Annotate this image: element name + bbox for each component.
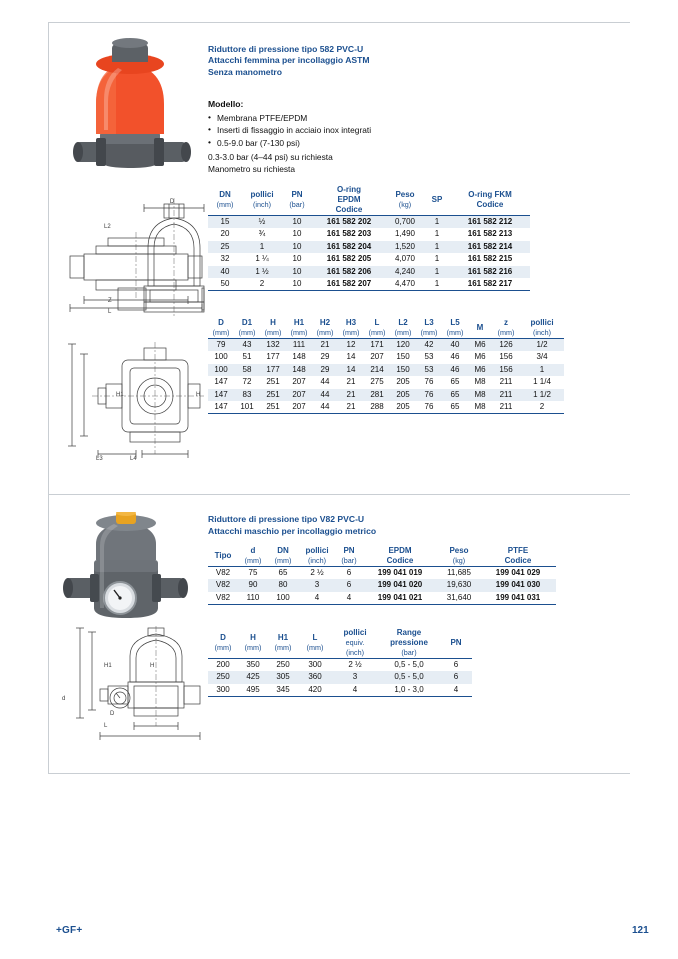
cell-h2: 29 bbox=[312, 364, 338, 376]
cell-pn: 6 bbox=[440, 671, 472, 683]
cell-pn: 10 bbox=[282, 216, 312, 229]
col-l3: L3 (mm) bbox=[420, 318, 438, 337]
col-peso: Peso (kg) bbox=[395, 190, 415, 209]
cell-d1: 58 bbox=[234, 364, 260, 376]
col-range-pressione: Range pressione (bar) bbox=[390, 628, 428, 657]
col-pn: PN (bar) bbox=[341, 546, 357, 565]
cell-d: 147 bbox=[214, 377, 228, 387]
cell-l3: 76 bbox=[416, 389, 442, 401]
title-line-1: Riduttore di pressione tipo V82 PVC-U bbox=[208, 514, 365, 524]
table-head bbox=[208, 546, 556, 567]
cell-peso: 4,240 bbox=[386, 266, 424, 278]
cell-range: 0,5 - 5,0 bbox=[378, 671, 440, 683]
cell-pollici-equiv: 4 bbox=[352, 684, 358, 694]
cell-l: 420 bbox=[308, 684, 322, 694]
cell-l2: 205 bbox=[396, 377, 410, 387]
cell-l5: 65 bbox=[450, 402, 460, 412]
cell-pn: 10 bbox=[282, 266, 312, 278]
col-d: d (mm) bbox=[244, 546, 262, 565]
cell-d: 200 bbox=[216, 660, 230, 669]
cell-h1: 345 bbox=[276, 684, 290, 694]
table-header-row bbox=[208, 185, 530, 216]
col-sp: SP bbox=[431, 195, 443, 204]
table-row bbox=[208, 228, 530, 240]
cell-m: M8 bbox=[474, 402, 486, 412]
cell-z: 211 bbox=[499, 377, 513, 387]
col-h1: H1 (mm) bbox=[290, 318, 308, 337]
col-oring-fkm: O-ring FKM Codice bbox=[468, 190, 512, 209]
table-row bbox=[208, 592, 556, 605]
cell-code-fkm: 161 582 213 bbox=[467, 229, 513, 239]
cell-code-epdm: 161 582 203 bbox=[326, 229, 372, 239]
cell-l: 281 bbox=[364, 389, 390, 401]
cell-peso: 19,630 bbox=[438, 579, 480, 591]
cell-pollici: 1 bbox=[520, 364, 564, 376]
feature-item: • Membrana PTFE/EPDM bbox=[208, 112, 458, 124]
cell-l2: 150 bbox=[396, 352, 410, 362]
cell-z: 211 bbox=[492, 389, 520, 401]
col-pn: PN bbox=[450, 638, 462, 647]
col-pollici-equiv: pollici equiv. (inch) bbox=[343, 628, 367, 657]
cell-l5: 46 bbox=[442, 364, 468, 376]
cell-h3: 21 bbox=[346, 402, 356, 412]
drawing-label-H1b: H1 bbox=[116, 392, 124, 398]
cell-dn: 15 bbox=[208, 216, 242, 229]
cell-h: 177 bbox=[266, 352, 280, 362]
table-row bbox=[208, 671, 472, 683]
drawing-label-L2: L2 bbox=[104, 224, 111, 230]
title-line-2: Attacchi maschio per incollaggio metrico bbox=[208, 525, 377, 536]
cell-dn: 80 bbox=[268, 579, 298, 591]
table-582-codes bbox=[208, 185, 530, 291]
table-row bbox=[208, 376, 564, 388]
cell-l2: 150 bbox=[390, 364, 416, 376]
cell-pn: 10 bbox=[292, 254, 302, 264]
cell-l: 275 bbox=[370, 377, 384, 387]
drawing-label-Dc: D bbox=[110, 711, 115, 717]
cell-code-fkm: 161 582 214 bbox=[450, 241, 530, 253]
cell-d: 79 bbox=[208, 339, 234, 352]
col-l: L (mm) bbox=[306, 633, 324, 652]
cell-d1: 101 bbox=[240, 402, 254, 412]
table-v82-dimensions bbox=[208, 628, 472, 697]
cell-h3: 14 bbox=[346, 352, 356, 362]
cell-l3: 53 bbox=[416, 364, 442, 376]
cell-d: 100 bbox=[214, 352, 228, 362]
cell-d1: 72 bbox=[242, 377, 252, 387]
cell-h: 251 bbox=[266, 377, 280, 387]
cell-sp: 1 bbox=[434, 229, 440, 239]
divider-top bbox=[48, 22, 630, 23]
cell-l3: 76 bbox=[424, 377, 434, 387]
modello-label: Modello: bbox=[208, 99, 244, 109]
title-line-3: Senza manometro bbox=[208, 66, 283, 77]
cell-code-fkm: 161 582 217 bbox=[467, 279, 513, 289]
cell-d: 147 bbox=[214, 402, 228, 412]
cell-pn: 6 bbox=[346, 568, 352, 577]
col-m: M bbox=[476, 323, 484, 332]
cell-tipo: V82 bbox=[208, 579, 238, 591]
table-row bbox=[208, 278, 530, 291]
cell-d1: 43 bbox=[234, 339, 260, 352]
cell-sp: 1 bbox=[424, 266, 450, 278]
cell-code-epdm: 161 582 206 bbox=[312, 266, 386, 278]
product-582-title bbox=[208, 44, 448, 78]
cell-pn: 10 bbox=[292, 229, 302, 239]
cell-l5: 65 bbox=[450, 377, 460, 387]
col-h: H (mm) bbox=[244, 633, 262, 652]
technical-drawing-bottom-582 bbox=[56, 330, 206, 472]
cell-pollici: 3/4 bbox=[536, 352, 548, 362]
table-row bbox=[208, 389, 564, 401]
col-l: L (mm) bbox=[368, 318, 386, 337]
col-peso: Peso (kg) bbox=[449, 546, 469, 565]
cell-pollici: ½ bbox=[242, 216, 282, 229]
cell-pollici: 2 bbox=[539, 402, 545, 412]
table-body bbox=[208, 216, 530, 291]
cell-pollici: 4 bbox=[314, 592, 320, 602]
cell-dn: 20 bbox=[220, 229, 230, 239]
cell-z: 211 bbox=[499, 402, 513, 412]
cell-code-fkm: 161 582 216 bbox=[450, 266, 530, 278]
table-v82-codes bbox=[208, 546, 556, 605]
cell-peso: 11,685 bbox=[447, 568, 471, 577]
cell-l: 214 bbox=[364, 364, 390, 376]
table-row bbox=[208, 401, 564, 414]
cell-m: M6 bbox=[474, 352, 486, 362]
cell-code-epdm: 199 041 020 bbox=[362, 579, 438, 591]
cell-d1: 51 bbox=[242, 352, 252, 362]
col-l5: L5 (mm) bbox=[446, 318, 464, 337]
drawing-label-d: d bbox=[62, 696, 66, 702]
brand-logo: +GF+ bbox=[56, 925, 83, 936]
cell-code-ptfe: 199 041 029 bbox=[495, 568, 541, 577]
note-line: Manometro su richiesta bbox=[208, 164, 296, 175]
cell-h: 251 bbox=[266, 402, 280, 412]
cell-code-ptfe: 199 041 030 bbox=[480, 579, 556, 591]
cell-h1: 207 bbox=[292, 377, 306, 387]
svg-text:D: D bbox=[169, 199, 175, 205]
table-body bbox=[208, 659, 472, 697]
cell-code-epdm: 161 582 207 bbox=[326, 279, 372, 289]
cell-peso: 1,520 bbox=[386, 241, 424, 253]
cell-pn: 10 bbox=[292, 279, 302, 289]
cell-l5: 46 bbox=[450, 352, 460, 362]
drawing-label-H1c: H1 bbox=[104, 663, 112, 669]
cell-l3: 76 bbox=[424, 402, 434, 412]
table-582-dimensions bbox=[208, 318, 564, 414]
cell-h3: 14 bbox=[338, 364, 364, 376]
drawing-label-L3: L3 bbox=[96, 456, 103, 462]
table-head bbox=[208, 318, 564, 339]
col-oring-epdm: O-ring EPDM Codice bbox=[335, 185, 363, 214]
page-number: 121 bbox=[632, 925, 649, 936]
cell-d: 250 bbox=[208, 671, 238, 683]
table-row bbox=[208, 351, 564, 363]
cell-h: 350 bbox=[246, 660, 260, 669]
technical-drawing-section-582 bbox=[56, 228, 206, 318]
cell-sp: 1 bbox=[434, 254, 440, 264]
feature-item: • Inserti di fissaggio in acciaio inox integrati bbox=[208, 124, 458, 136]
cell-h: 251 bbox=[260, 389, 286, 401]
cell-h2: 21 bbox=[312, 339, 338, 352]
cell-sp: 1 bbox=[424, 241, 450, 253]
cell-pn: 10 bbox=[282, 241, 312, 253]
cell-pollici: 2 ½ bbox=[310, 568, 324, 577]
cell-pollici: 1 ¼ bbox=[255, 254, 269, 264]
cell-code-epdm: 199 041 021 bbox=[377, 592, 423, 602]
cell-tipo: V82 bbox=[215, 592, 231, 602]
cell-h2: 44 bbox=[320, 377, 330, 387]
table-row bbox=[208, 216, 530, 229]
table-header-row bbox=[208, 546, 556, 567]
cell-l5: 65 bbox=[442, 389, 468, 401]
cell-l2: 205 bbox=[396, 402, 410, 412]
cell-pn: 4 bbox=[453, 684, 459, 694]
product-photo-582 bbox=[66, 34, 196, 174]
cell-pollici: 3 bbox=[298, 579, 336, 591]
cell-sp: 1 bbox=[424, 216, 450, 229]
cell-tipo: V82 bbox=[215, 568, 231, 577]
table-row bbox=[208, 364, 564, 376]
cell-range: 1,0 - 3,0 bbox=[394, 684, 424, 694]
product-582-features bbox=[208, 112, 458, 149]
title-line-1: Riduttore di pressione tipo 582 PVC-U bbox=[208, 44, 364, 54]
cell-l: 360 bbox=[298, 671, 332, 683]
cell-h: 177 bbox=[260, 364, 286, 376]
cell-z: 126 bbox=[492, 339, 520, 352]
cell-d: 100 bbox=[208, 364, 234, 376]
cell-code-ptfe: 199 041 031 bbox=[495, 592, 541, 602]
cell-h1: 305 bbox=[268, 671, 298, 683]
col-d: D (mm) bbox=[212, 318, 230, 337]
col-dn: DN (mm) bbox=[274, 546, 292, 565]
cell-h: 425 bbox=[238, 671, 268, 683]
table-row bbox=[208, 659, 472, 672]
col-pollici: pollici (inch) bbox=[250, 190, 274, 209]
cell-z: 156 bbox=[499, 352, 513, 362]
cell-pollici: 1/2 bbox=[520, 339, 564, 352]
cell-pollici: 1 1/4 bbox=[533, 377, 551, 387]
cell-h2: 29 bbox=[320, 352, 330, 362]
col-pollici: pollici (inch) bbox=[305, 546, 329, 565]
col-l2: L2 (mm) bbox=[394, 318, 412, 337]
cell-range: 0,5 - 5,0 bbox=[394, 660, 424, 669]
cell-l5: 40 bbox=[442, 339, 468, 352]
title-line-2: Attacchi femmina per incollaggio ASTM bbox=[208, 55, 370, 66]
cell-code-fkm: 161 582 212 bbox=[450, 216, 530, 229]
table-header-row bbox=[208, 628, 472, 659]
cell-h1: 148 bbox=[292, 352, 306, 362]
table-head bbox=[208, 185, 530, 216]
table-body bbox=[208, 339, 564, 414]
cell-h1: 207 bbox=[286, 389, 312, 401]
col-pn: PN (bar) bbox=[289, 190, 305, 209]
table-row bbox=[208, 567, 556, 580]
cell-d: 75 bbox=[248, 568, 258, 577]
cell-code-fkm: 161 582 215 bbox=[467, 254, 513, 264]
cell-l: 288 bbox=[370, 402, 384, 412]
cell-pollici: 1 ½ bbox=[242, 266, 282, 278]
cell-peso: 0,700 bbox=[386, 216, 424, 229]
cell-d: 300 bbox=[216, 684, 230, 694]
col-d: D (mm) bbox=[214, 633, 232, 652]
cell-h2: 44 bbox=[320, 402, 330, 412]
col-z: z (mm) bbox=[497, 318, 515, 337]
drawing-label-Hc: H bbox=[150, 663, 155, 669]
cell-pollici-equiv: 2 ½ bbox=[348, 660, 362, 669]
cell-h: 132 bbox=[260, 339, 286, 352]
col-dn: DN (mm) bbox=[216, 190, 234, 209]
cell-h3: 21 bbox=[338, 389, 364, 401]
cell-d1: 83 bbox=[234, 389, 260, 401]
cell-d: 90 bbox=[238, 579, 268, 591]
table-row bbox=[208, 241, 530, 253]
table-row bbox=[208, 579, 556, 591]
cell-l: 207 bbox=[370, 352, 384, 362]
table-row bbox=[208, 684, 472, 697]
cell-m: M8 bbox=[468, 389, 492, 401]
cell-dn: 100 bbox=[276, 592, 290, 602]
cell-dn: 40 bbox=[208, 266, 242, 278]
cell-l: 300 bbox=[308, 660, 322, 669]
cell-dn: 65 bbox=[278, 568, 288, 577]
cell-dn: 50 bbox=[220, 279, 230, 289]
cell-h3: 21 bbox=[346, 377, 356, 387]
cell-d: 147 bbox=[208, 389, 234, 401]
product-photo-v82 bbox=[60, 512, 190, 632]
cell-pn: 6 bbox=[336, 579, 362, 591]
cell-l3: 42 bbox=[416, 339, 442, 352]
table-head bbox=[208, 628, 472, 659]
col-h1: H1 (mm) bbox=[274, 633, 292, 652]
cell-peso: 1,490 bbox=[394, 229, 416, 239]
divider-middle bbox=[48, 494, 630, 495]
cell-h1: 148 bbox=[286, 364, 312, 376]
cell-dn: 25 bbox=[208, 241, 242, 253]
cell-l2: 120 bbox=[390, 339, 416, 352]
cell-l2: 205 bbox=[390, 389, 416, 401]
cell-sp: 1 bbox=[434, 279, 440, 289]
cell-dn: 32 bbox=[220, 254, 230, 264]
table-body bbox=[208, 567, 556, 605]
cell-peso: 4,470 bbox=[394, 279, 416, 289]
col-ptfe: PTFE Codice bbox=[504, 546, 532, 565]
drawing-label-L: L bbox=[108, 309, 112, 315]
cell-pollici: 1 bbox=[242, 241, 282, 253]
table-row bbox=[208, 266, 530, 278]
table-row bbox=[208, 339, 564, 352]
divider-bottom bbox=[48, 773, 630, 774]
cell-pn: 6 bbox=[453, 660, 459, 669]
cell-m: M6 bbox=[468, 364, 492, 376]
divider-left-vertical bbox=[48, 22, 49, 773]
feature-item: • 0.5-9.0 bar (7-130 psi) bbox=[208, 137, 458, 149]
cell-h1: 250 bbox=[276, 660, 290, 669]
cell-z: 156 bbox=[492, 364, 520, 376]
table-header-row bbox=[208, 318, 564, 339]
cell-h: 495 bbox=[246, 684, 260, 694]
cell-m: M6 bbox=[468, 339, 492, 352]
cell-pollici: 1 1/2 bbox=[520, 389, 564, 401]
col-d1: D1 (mm) bbox=[238, 318, 256, 337]
cell-h3: 12 bbox=[338, 339, 364, 352]
cell-peso: 31,640 bbox=[446, 592, 472, 602]
cell-d: 110 bbox=[246, 592, 260, 602]
col-h: H (mm) bbox=[264, 318, 282, 337]
cell-code-epdm: 199 041 019 bbox=[377, 568, 423, 577]
product-v82-title bbox=[208, 514, 468, 537]
cell-code-epdm: 161 582 204 bbox=[312, 241, 386, 253]
drawing-label-Z: Z bbox=[108, 298, 112, 304]
col-h3: H3 (mm) bbox=[342, 318, 360, 337]
note-line: 0.3-3.0 bar (4–44 psi) su richiesta bbox=[208, 152, 333, 162]
cell-h2: 44 bbox=[312, 389, 338, 401]
drawing-label-Hb: H bbox=[196, 392, 201, 398]
cell-pollici: 2 bbox=[259, 279, 265, 289]
drawing-label-Lc: L bbox=[104, 723, 108, 729]
cell-h1: 207 bbox=[292, 402, 306, 412]
table-row bbox=[208, 253, 530, 265]
cell-peso: 4,070 bbox=[394, 254, 416, 264]
product-582-notes bbox=[208, 151, 458, 176]
cell-pollici-equiv: 3 bbox=[332, 671, 378, 683]
col-pollici: pollici (inch) bbox=[530, 318, 554, 337]
cell-m: M8 bbox=[474, 377, 486, 387]
col-tipo: Tipo bbox=[214, 551, 232, 560]
drawing-label-L4: L4 bbox=[130, 456, 137, 462]
cell-pollici: ¾ bbox=[258, 229, 266, 239]
col-epdm: EPDM Codice bbox=[386, 546, 414, 565]
cell-l3: 53 bbox=[424, 352, 434, 362]
cell-l: 171 bbox=[364, 339, 390, 352]
cell-h1: 111 bbox=[286, 339, 312, 352]
cell-pn: 4 bbox=[346, 592, 352, 602]
cell-code-epdm: 161 582 202 bbox=[312, 216, 386, 229]
technical-drawing-v82 bbox=[56, 626, 206, 746]
col-h2: H2 (mm) bbox=[316, 318, 334, 337]
cell-code-epdm: 161 582 205 bbox=[326, 254, 372, 264]
